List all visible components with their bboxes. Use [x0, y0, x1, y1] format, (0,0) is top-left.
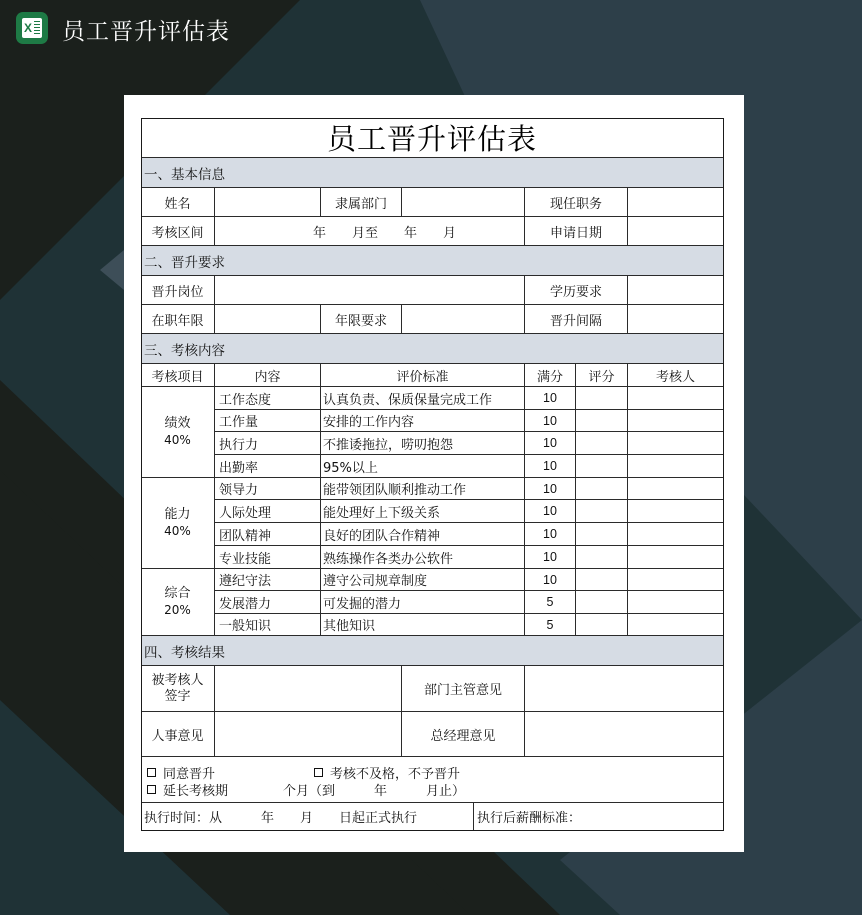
hr-opinion-label: 人事意见 [141, 712, 215, 757]
name-field[interactable] [215, 188, 321, 217]
approve-option[interactable]: 同意晋升 [147, 763, 215, 782]
apply-date-field[interactable] [628, 217, 724, 246]
window-titlebar [0, 0, 862, 58]
item-score-field[interactable] [576, 478, 628, 500]
item-reviewer-field[interactable] [628, 387, 724, 410]
department-label: 隶属部门 [321, 188, 402, 217]
checkbox-icon[interactable] [147, 785, 156, 794]
item-standard: 能处理好上下级关系 [321, 500, 525, 523]
years-required-field[interactable] [402, 305, 525, 334]
item-score-field[interactable] [576, 432, 628, 455]
column-header-standard: 评价标准 [321, 364, 525, 387]
item-content: 工作量 [215, 410, 321, 432]
tenure-label: 在职年限 [141, 305, 215, 334]
item-score-field[interactable] [576, 614, 628, 636]
item-standard: 95%以上 [321, 455, 525, 478]
education-label: 学历要求 [525, 276, 628, 305]
group-ability: 能力 40% [141, 478, 215, 569]
gm-opinion-field[interactable] [525, 712, 724, 757]
education-field[interactable] [628, 276, 724, 305]
tenure-field[interactable] [215, 305, 321, 334]
section-assessment-result-heading: 四、考核结果 [141, 636, 724, 666]
item-score-field[interactable] [576, 500, 628, 523]
item-reviewer-field[interactable] [628, 455, 724, 478]
item-content: 团队精神 [215, 523, 321, 546]
item-standard: 良好的团队合作精神 [321, 523, 525, 546]
window-title: 员工晋升评估表 [62, 19, 230, 45]
item-standard: 其他知识 [321, 614, 525, 636]
item-reviewer-field[interactable] [628, 478, 724, 500]
item-score-field[interactable] [576, 523, 628, 546]
item-content: 出勤率 [215, 455, 321, 478]
item-max-score: 10 [525, 478, 576, 500]
item-reviewer-field[interactable] [628, 591, 724, 614]
item-max-score: 10 [525, 523, 576, 546]
item-max-score: 10 [525, 432, 576, 455]
promotion-evaluation-form [141, 118, 724, 831]
section-promotion-requirements-heading: 二、晋升要求 [141, 246, 724, 276]
dept-manager-opinion-field[interactable] [525, 666, 724, 712]
gm-opinion-label: 总经理意见 [402, 712, 525, 757]
apply-date-label: 申请日期 [525, 217, 628, 246]
item-reviewer-field[interactable] [628, 432, 724, 455]
review-period-field[interactable]: 年 月至 年 月 [215, 217, 525, 246]
item-content: 工作态度 [215, 387, 321, 410]
name-label: 姓名 [141, 188, 215, 217]
signature-label: 被考核人 签字 [141, 666, 215, 712]
column-header-content: 内容 [215, 364, 321, 387]
promotion-interval-field[interactable] [628, 305, 724, 334]
extend-option[interactable]: 延长考核期 [147, 780, 228, 799]
section-basic-info-heading: 一、基本信息 [141, 158, 724, 188]
item-score-field[interactable] [576, 569, 628, 591]
target-post-field[interactable] [215, 276, 525, 305]
item-max-score: 10 [525, 500, 576, 523]
promotion-interval-label: 晋升间隔 [525, 305, 628, 334]
review-period-label: 考核区间 [141, 217, 215, 246]
item-reviewer-field[interactable] [628, 614, 724, 636]
item-content: 专业技能 [215, 546, 321, 569]
item-score-field[interactable] [576, 410, 628, 432]
item-standard: 遵守公司规章制度 [321, 569, 525, 591]
item-max-score: 10 [525, 569, 576, 591]
item-standard: 熟练操作各类办公软件 [321, 546, 525, 569]
item-reviewer-field[interactable] [628, 546, 724, 569]
item-reviewer-field[interactable] [628, 410, 724, 432]
item-max-score: 10 [525, 387, 576, 410]
item-content: 执行力 [215, 432, 321, 455]
item-standard: 不推诿拖拉，唠叨抱怨 [321, 432, 525, 455]
form-title: 员工晋升评估表 [141, 118, 724, 158]
department-field[interactable] [402, 188, 525, 217]
extend-detail: 个月（到 年 月止） [283, 784, 466, 799]
item-score-field[interactable] [576, 591, 628, 614]
excel-icon: X [16, 12, 48, 44]
current-position-label: 现任职务 [525, 188, 628, 217]
item-standard: 能带领团队顺利推动工作 [321, 478, 525, 500]
item-content: 人际处理 [215, 500, 321, 523]
item-standard: 安排的工作内容 [321, 410, 525, 432]
salary-standard[interactable]: 执行后薪酬标准： [474, 803, 724, 831]
item-max-score: 5 [525, 591, 576, 614]
column-header-max-score: 满分 [525, 364, 576, 387]
item-content: 发展潜力 [215, 591, 321, 614]
item-reviewer-field[interactable] [628, 500, 724, 523]
effective-time[interactable]: 执行时间：从 年 月 日起正式执行 [141, 803, 474, 831]
item-max-score: 10 [525, 455, 576, 478]
hr-opinion-field[interactable] [215, 712, 402, 757]
item-max-score: 5 [525, 614, 576, 636]
dept-manager-opinion-label: 部门主管意见 [402, 666, 525, 712]
years-required-label: 年限要求 [321, 305, 402, 334]
item-content: 遵纪守法 [215, 569, 321, 591]
current-position-field[interactable] [628, 188, 724, 217]
item-reviewer-field[interactable] [628, 569, 724, 591]
item-score-field[interactable] [576, 387, 628, 410]
column-header-score: 评分 [576, 364, 628, 387]
target-post-label: 晋升岗位 [141, 276, 215, 305]
item-reviewer-field[interactable] [628, 523, 724, 546]
item-content: 领导力 [215, 478, 321, 500]
item-max-score: 10 [525, 546, 576, 569]
item-max-score: 10 [525, 410, 576, 432]
item-content: 一般知识 [215, 614, 321, 636]
signature-field[interactable] [215, 666, 402, 712]
item-standard: 可发掘的潜力 [321, 591, 525, 614]
column-header-reviewer: 考核人 [628, 364, 724, 387]
checkbox-icon[interactable] [147, 768, 156, 777]
column-header-category: 考核项目 [141, 364, 215, 387]
group-performance: 绩效 40% [141, 387, 215, 478]
section-assessment-content-heading: 三、考核内容 [141, 334, 724, 364]
item-standard: 认真负责、保质保量完成工作 [321, 387, 525, 410]
group-comprehensive: 综合 20% [141, 569, 215, 636]
item-score-field[interactable] [576, 546, 628, 569]
checkbox-icon[interactable] [314, 768, 323, 777]
item-score-field[interactable] [576, 455, 628, 478]
reject-option[interactable]: 考核不及格，不予晋升 [314, 763, 460, 782]
